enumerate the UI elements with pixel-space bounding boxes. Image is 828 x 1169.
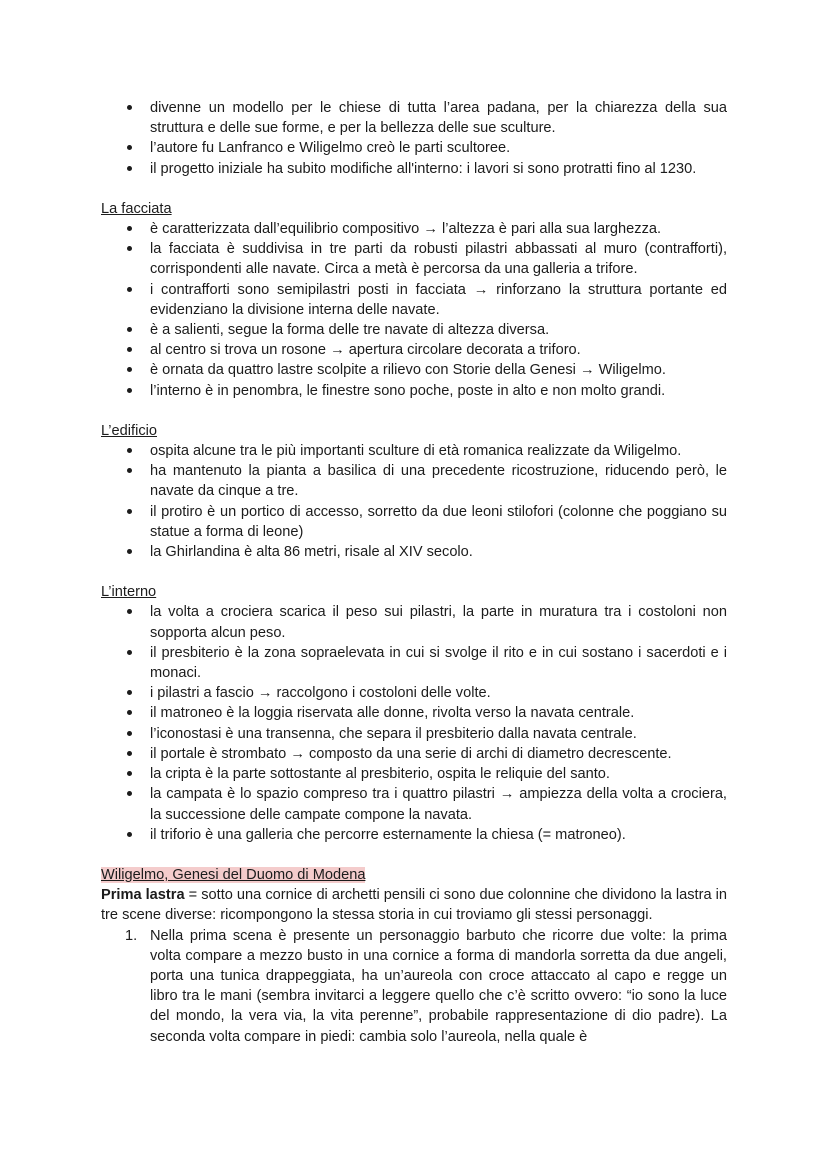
- bullet-icon: [127, 367, 132, 372]
- list-item: la volta a crociera scarica il peso sui pilastri, la parte in muratura tra i costoloni non sopporta alcun peso.: [101, 602, 727, 642]
- bullet-icon: [127, 145, 132, 150]
- bullet-icon: [127, 650, 132, 655]
- bullet-icon: [127, 246, 132, 251]
- list-item: divenne un modello per le chiese di tutta l’area padana, per la chiarezza della sua struttura e delle sue forme, e per la bellezza delle sue sculture.: [101, 98, 727, 138]
- bullet-icon: [127, 347, 132, 352]
- list-item: il matroneo è la loggia riservata alle donne, rivolta verso la navata centrale.: [101, 703, 727, 723]
- list-item: la facciata è suddivisa in tre parti da robusti pilastri abbassati al muro (contrafforti), corrispondenti alle navate. Circa a metà è percorsa da una galleria a trifore.: [101, 239, 727, 279]
- scene-text: Nella prima scena è presente un personaggio barbuto che ricorre due volte: la prima volta compare a mezzo busto in una cornice a forma di mandorla sorretta da due angeli, porta una tunica drappeggiata, ha un’aureola con croce attaccato al capo e regge un libro tra le mani (sembra invitarci a leggere quello che c’è scritto ovvero: “io sono la luce del mondo, la vera via, la vita perenne”, probabile rappresentazione di dio padre). La seconda volta compare in piedi: cambia solo l’aureola, nella quale è: [150, 927, 727, 1045]
- bullet-icon: [127, 509, 132, 514]
- list-item: è ornata da quattro lastre scolpite a rilievo con Storie della Genesi → Wiligelmo.: [101, 360, 727, 380]
- section-heading-interno: L’interno: [101, 584, 157, 601]
- facciata-bullet-list: [101, 219, 727, 401]
- bullet-icon: [127, 468, 132, 473]
- list-item: i contrafforti sono semipilastri posti in facciata → rinforzano la struttura portante ed evidenziano la divisione interna delle navate.: [101, 280, 727, 320]
- list-item: ha mantenuto la pianta a basilica di una precedente ricostruzione, riducendo però, le navate da cinque a tre.: [101, 461, 727, 501]
- bullet-icon: [127, 226, 132, 231]
- highlighted-heading-text: Wiligelmo, Genesi del Duomo di Modena: [101, 866, 366, 883]
- list-item: la cripta è la parte sottostante al presbiterio, ospita le reliquie del santo.: [101, 764, 727, 784]
- bullet-icon: [127, 710, 132, 715]
- list-item: il triforio è una galleria che percorre esternamente la chiesa (= matroneo).: [101, 825, 727, 845]
- bullet-icon: [127, 791, 132, 796]
- document-body: [101, 98, 727, 1047]
- bullet-icon: [127, 832, 132, 837]
- bullet-icon: [127, 105, 132, 110]
- section-heading-facciata: La facciata: [101, 200, 172, 217]
- list-item: ospita alcune tra le più importanti sculture di età romanica realizzate da Wiligelmo.: [101, 441, 727, 461]
- list-item: la campata è lo spazio compreso tra i quattro pilastri → ampiezza della volta a crociera, la successione delle campate compone la navata.: [101, 784, 727, 824]
- bullet-icon: [127, 771, 132, 776]
- list-item: è a salienti, segue la forma delle tre navate di altezza diversa.: [101, 320, 727, 340]
- list-item: l’iconostasi è una transenna, che separa il presbiterio dalla navata centrale.: [101, 724, 727, 744]
- edificio-bullet-list: [101, 441, 727, 562]
- list-item: il presbiterio è la zona sopraelevata in cui si svolge il rito e in cui sostano i sacerdoti e i monaci.: [101, 643, 727, 683]
- bullet-icon: [127, 448, 132, 453]
- scene-numbered-list: [101, 926, 727, 1047]
- list-item: i pilastri a fascio → raccolgono i costoloni delle volte.: [101, 683, 727, 703]
- list-item: l’interno è in penombra, le finestre sono poche, poste in alto e non molto grandi.: [101, 381, 727, 401]
- bullet-icon: [127, 388, 132, 393]
- bullet-icon: [127, 731, 132, 736]
- bullet-icon: [127, 690, 132, 695]
- bullet-icon: [127, 609, 132, 614]
- prima-lastra-paragraph: [101, 885, 727, 925]
- interno-bullet-list: [101, 602, 727, 844]
- bullet-icon: [127, 287, 132, 292]
- prima-lastra-text: = sotto una cornice di archetti pensili ci sono due colonnine che dividono la lastra in tre scene diverse: ricompongono la stessa storia in cui troviamo gli stessi personaggi.: [101, 887, 728, 924]
- list-item: è caratterizzata dall’equilibrio compositivo → l’altezza è pari alla sua larghezza.: [101, 219, 727, 239]
- bullet-icon: [127, 549, 132, 554]
- section-heading-edificio: L’edificio: [101, 422, 157, 439]
- bullet-icon: [127, 166, 132, 171]
- list-item: la Ghirlandina è alta 86 metri, risale al XIV secolo.: [101, 542, 727, 562]
- list-item: l’autore fu Lanfranco e Wiligelmo creò le parti scultoree.: [101, 138, 727, 158]
- list-item: [101, 926, 727, 1047]
- list-item: il progetto iniziale ha subito modifiche all'interno: i lavori si sono protratti fino al 1230.: [101, 159, 727, 179]
- bullet-icon: [127, 327, 132, 332]
- bullet-icon: [127, 751, 132, 756]
- prima-lastra-label: Prima lastra: [101, 887, 185, 904]
- list-item: il portale è strombato → composto da una serie di archi di diametro decrescente.: [101, 744, 727, 764]
- list-number: 1.: [125, 927, 138, 944]
- section-heading-wiligelmo: [101, 865, 727, 885]
- list-item: il protiro è un portico di accesso, sorretto da due leoni stilofori (colonne che poggiano su statue a forma di leone): [101, 502, 727, 542]
- intro-bullet-list: [101, 98, 727, 179]
- list-item: al centro si trova un rosone → apertura circolare decorata a triforo.: [101, 340, 727, 360]
